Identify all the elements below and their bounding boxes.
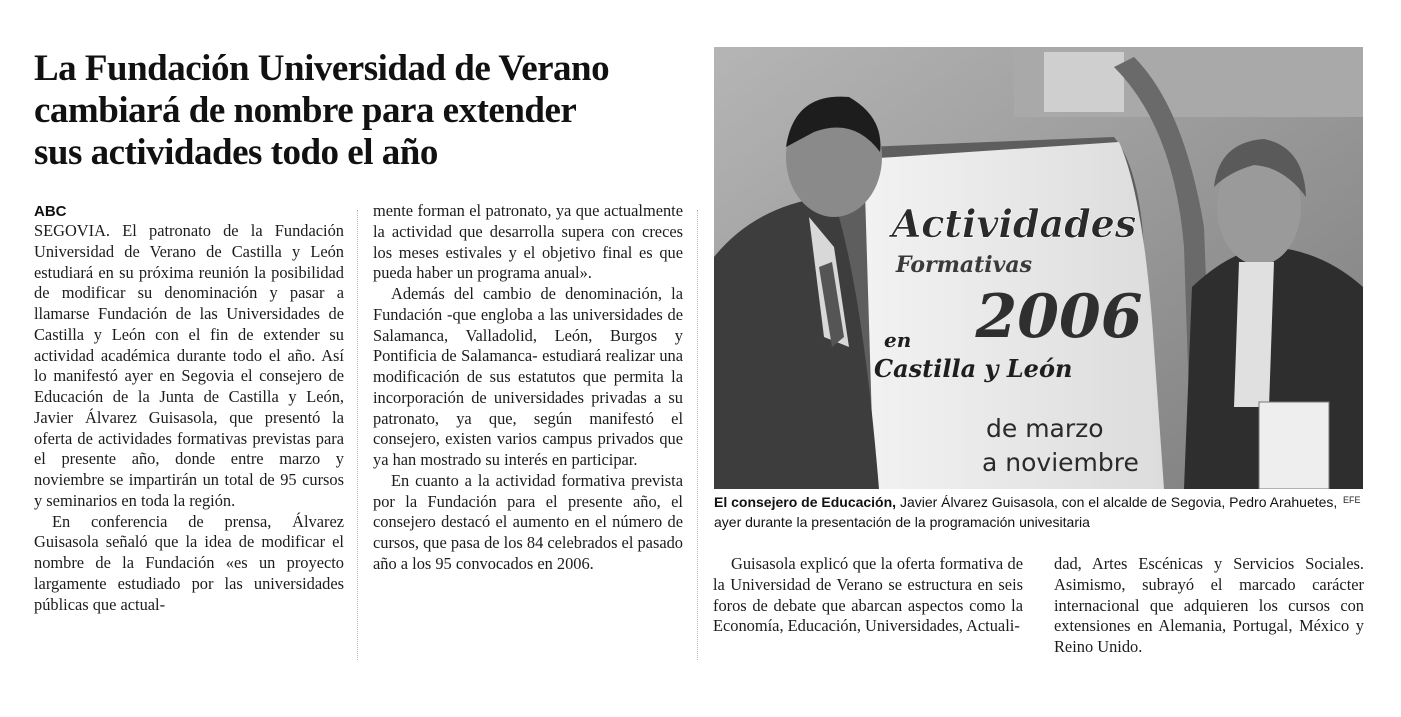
column-divider [357,210,358,660]
caption-lead: El consejero de Educación, [714,494,897,510]
sign-title: Actividades [891,201,1137,246]
sign-dates-1: de marzo [986,414,1104,443]
article-column-4 [1054,554,1364,658]
headline-line-2: cambiará de nombre para extender [34,90,577,131]
sign-subtitle: Formativas [895,252,1033,278]
headline-line-1: La Fundación Universidad de Verano [34,48,610,89]
paragraph: En cuanto a la actividad formativa prevista por la Fundación para el presente año, el consejero destacó el aumento en el número de cursos, que pasa de los 84 celebrados el pasado año a los 95 convocados en 2006. [373,470,683,573]
news-photo [714,47,1363,489]
sign-place-prefix: en [884,328,912,352]
paragraph: Además del cambio de denominación, la Fundación -que engloba a las universidades de Salamanca, Valladolid, León, Burgos y Pontificia de Salamanca- estudiará realizar una modificación de sus estatutos que permita la incorporación de universidades privadas a su patronato, ya que, según manifestó el consejero, existen varios campus privados que ya han mostrado su interés en participar. [373,284,683,469]
photo-credit: EFE [1343,495,1361,505]
photo-caption [714,492,1363,532]
article-column-2 [373,201,683,575]
photo-illustration [714,47,1363,489]
paragraph: dad, Artes Escénicas y Servicios Sociales. Asimismo, subrayó el marcado carácter internacional que adquieren los cursos con extensiones en Alemania, Portugal, México y Reino Unido. [1054,554,1364,656]
byline: ABC [34,203,67,220]
sign-year: 2006 [975,282,1143,352]
paragraph: Guisasola explicó que la oferta formativa de la Universidad de Verano se estructura en seis foros de debate que abarcan aspectos como la Economía, Educación, Universidades, Actuali- [713,554,1023,636]
headline-line-3: sus actividades todo el año [34,132,438,173]
paragraph: mente forman el patronato, ya que actualmente la actividad que desarrolla supera con creces los meses estivales y el objetivo final es que pueda haber un programa anual». [373,201,683,283]
paragraph: En conferencia de prensa, Álvarez Guisasola señaló que la idea de modificar el nombre de la Fundación «es un proyecto largamente estudiado por las universidades públicas que actual- [34,511,344,614]
caption-text: Javier Álvarez Guisasola, con el alcalde de Segovia, Pedro Arahuetes, ayer durante la presentación de la programación univesitaria [714,494,1338,530]
article-column-1 [34,221,344,615]
sign-dates-2: a noviembre [982,448,1139,477]
article-column-3 [713,554,1023,637]
paragraph: SEGOVIA. El patronato de la Fundación Universidad de Verano de Castilla y León estudiará en su próxima reunión la posibilidad de modificar su denominación y pasar a llamarse Fundación de las Universidades de Castilla y León con el fin de extender su actividad académica durante todo el año. Así lo manifestó ayer en Segovia el consejero de Educación de la Junta de Castilla y León, Javier Álvarez Guisasola, que presentó la oferta de actividades formativas previstas para el presente año, donde entre marzo y noviembre se impartirán un total de 95 cursos y seminarios en toda la región. [34,221,344,510]
column-divider [697,210,698,660]
sign-place: Castilla y León [874,354,1073,383]
headline [34,48,694,174]
